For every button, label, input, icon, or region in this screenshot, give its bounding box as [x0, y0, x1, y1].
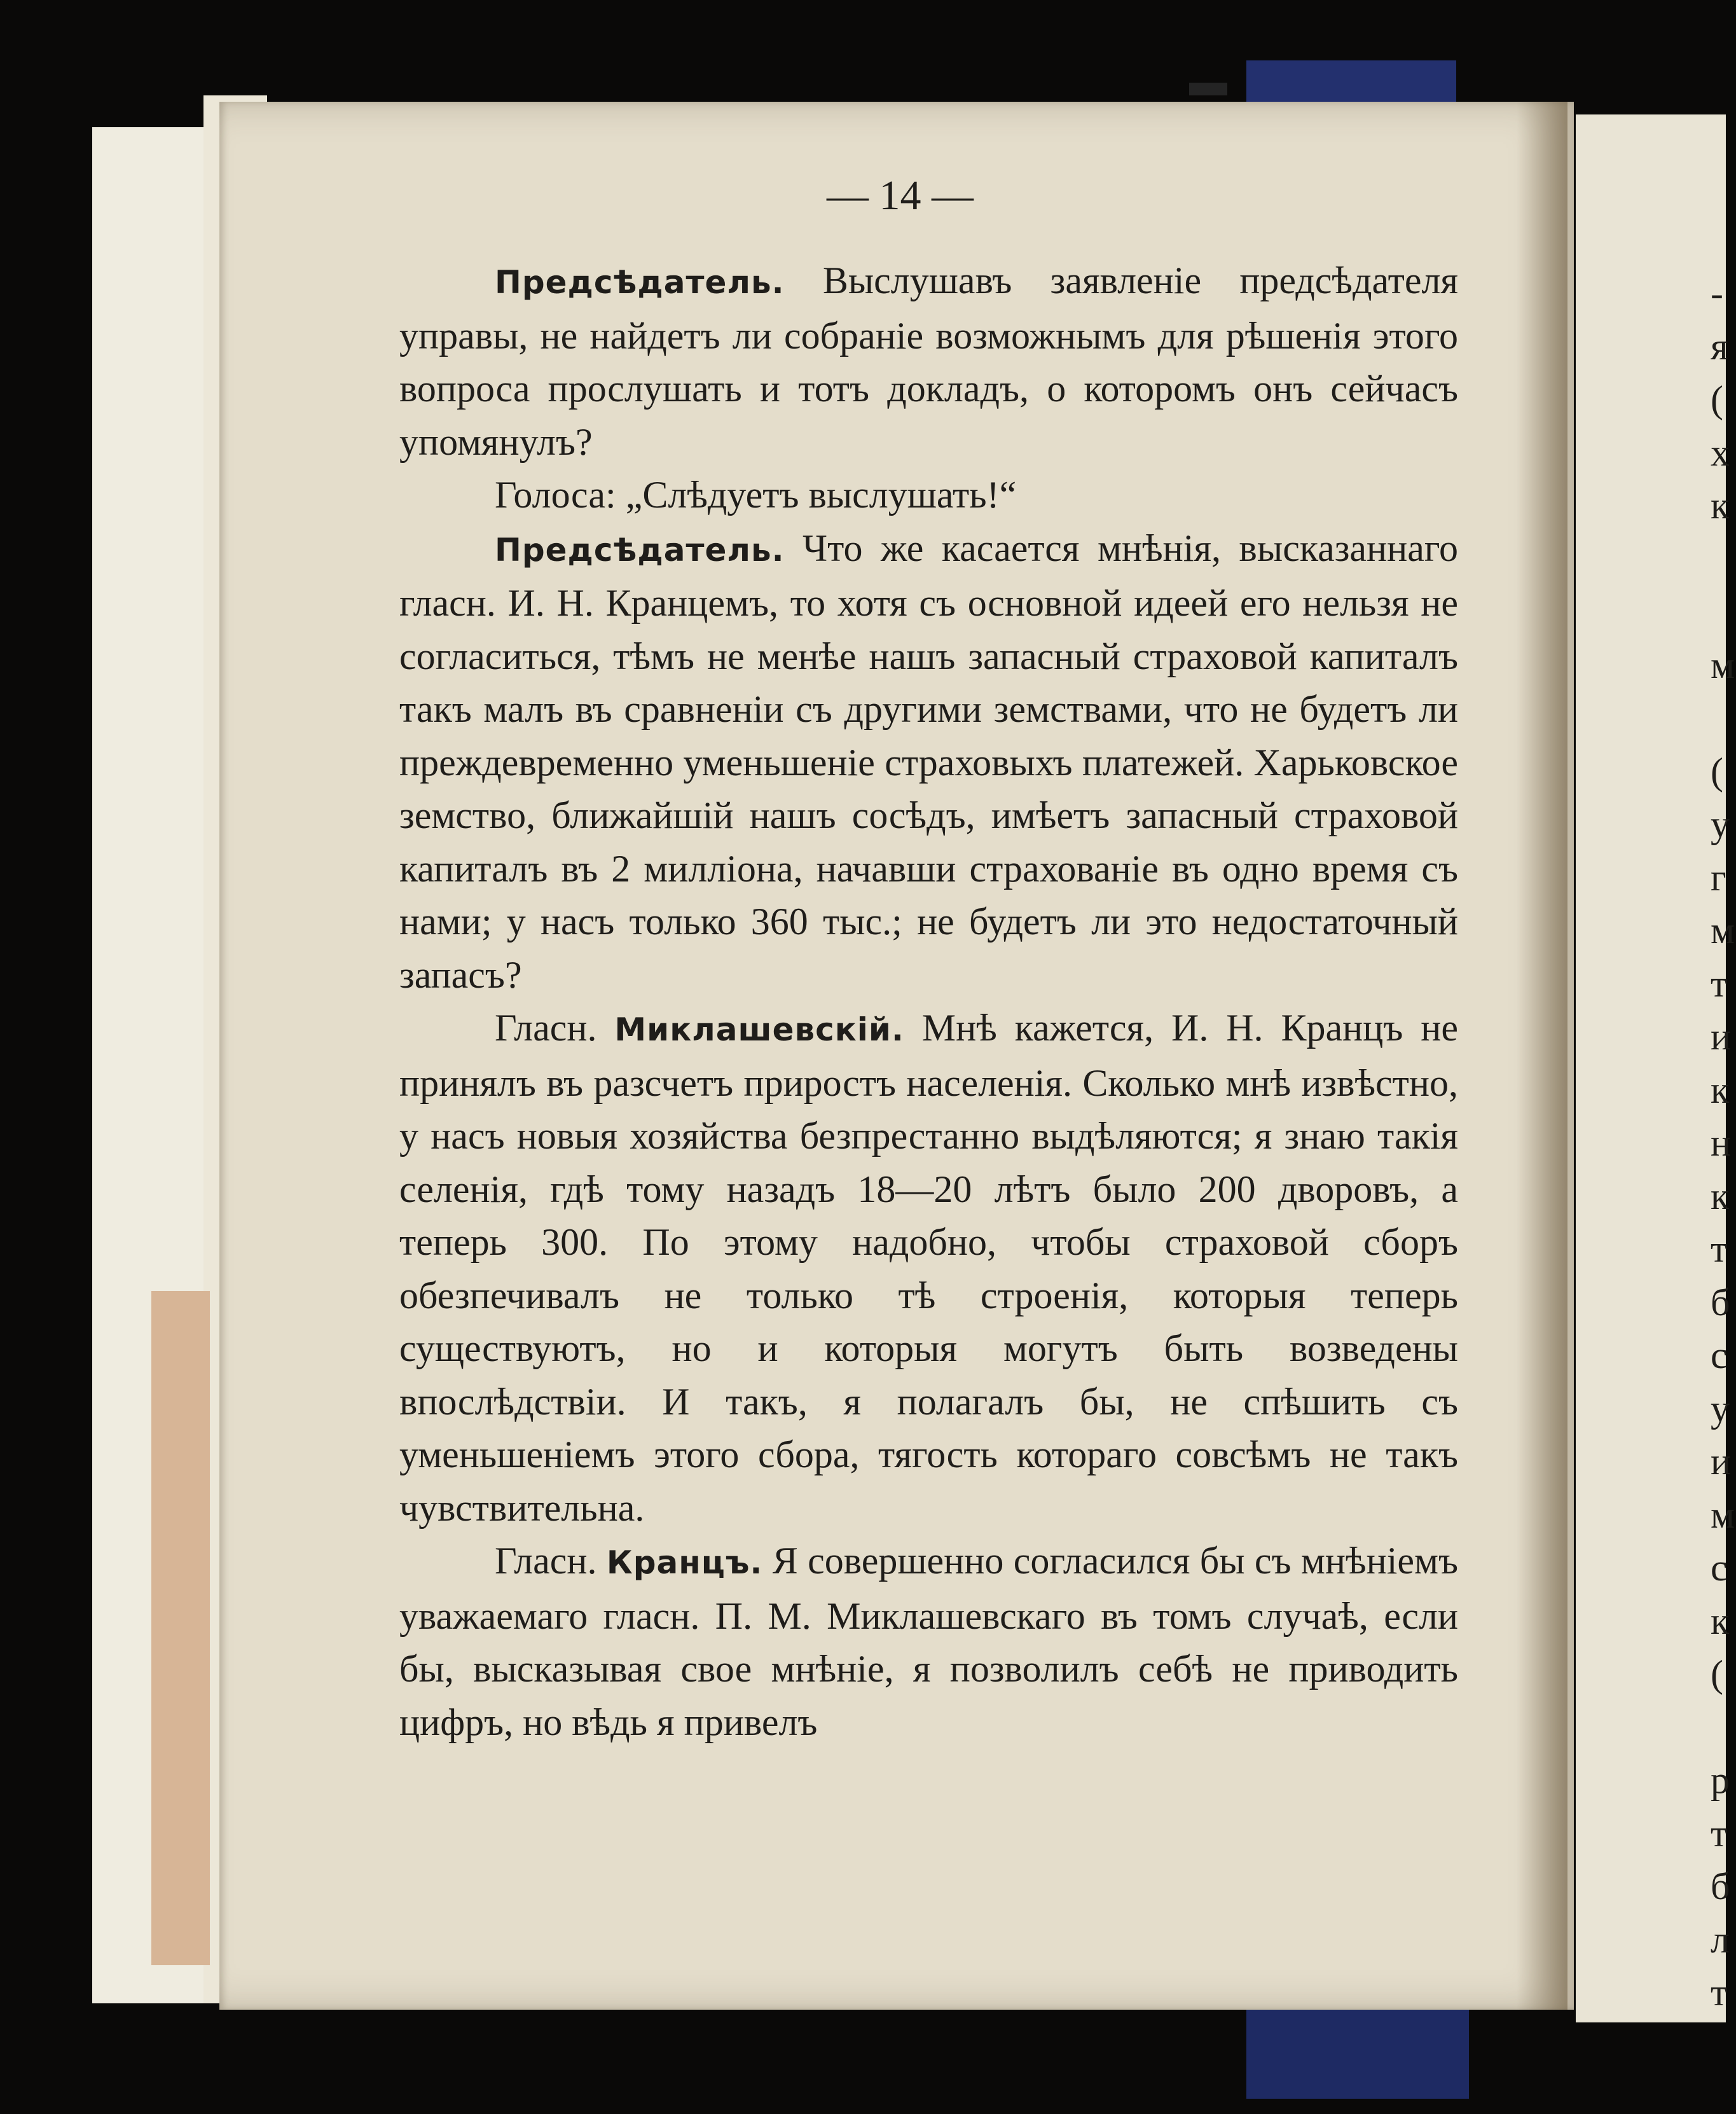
facing-page-letter: к: [1711, 1068, 1730, 1111]
paragraph-text: Я совершенно согласился бы съ мнѣніемъ уважаемаго гласн. П. М. Миклашевскаго въ томъ случаѣ, если бы, высказывая свое мнѣніе, я позволилъ себѣ не приводить цифръ, но вѣдь я привелъ: [399, 1540, 1458, 1743]
paragraph-text: Что же касается мнѣнія, высказаннаго гласн. И. Н. Кранцемъ, то хотя съ основной идеей его нельзя не согласиться, тѣмъ не менѣе нашъ запасный страховой капиталъ такъ малъ въ сравненіи съ другими земствами, что не будетъ ли преждевременно уменьшеніе страховыхъ платежей. Харьковское земство, ближайшій нашъ сосѣдъ, имѣетъ запасный страховой капиталъ въ 2 милліона, начавши страхованіе въ одно время съ нами; у насъ только 360 тыс.; не будетъ ли это недостаточный запасъ?: [399, 527, 1458, 996]
paragraph: [399, 254, 1458, 469]
page-gutter: [1517, 102, 1567, 2010]
facing-page-letter: т: [1711, 1812, 1728, 1855]
speaker-name: Предсѣдатель.: [495, 264, 785, 301]
paragraph: [399, 1535, 1458, 1749]
facing-page-letter: и: [1711, 1440, 1732, 1482]
paragraph: [399, 522, 1458, 1002]
speaker-name: Миклашевскій.: [614, 1011, 904, 1048]
facing-page: [1576, 114, 1726, 2022]
binding-mark: [1189, 83, 1227, 95]
paragraph-text: Мнѣ кажется, И. Н. Кранцъ не принялъ въ разсчетъ приростъ населенія. Сколько мнѣ извѣстно, у насъ новыя хозяйства безпрестанно выдѣляются; я знаю такія селенія, гдѣ тому назадъ 18—20 лѣтъ было 200 дворовъ, а теперь 300. По этому надобно, чтобы страховой сборъ обезпечивалъ не только тѣ строенія, которыя теперь существуютъ, но и которыя могутъ быть возведены впослѣдствіи. И такъ, я полагалъ бы, не спѣшить съ уменьшеніемъ этого сбора, тягость котораго совсѣмъ не такъ чувствительна.: [399, 1007, 1458, 1529]
facing-page-letter: (: [1711, 1653, 1723, 1695]
facing-page-letter: (: [1711, 378, 1723, 420]
book-cover-edge-bottom: [1246, 2003, 1469, 2099]
facing-page-letter: м: [1711, 909, 1735, 951]
paragraph: [399, 1002, 1458, 1535]
facing-page-letter: у: [1711, 803, 1730, 845]
speaker-name: Предсѣдатель.: [495, 531, 785, 569]
facing-page-letter: с: [1711, 1547, 1728, 1589]
paper-strip: [151, 1291, 210, 1965]
facing-page-letter: м: [1711, 644, 1735, 686]
facing-page-letter: л: [1711, 1918, 1730, 1961]
facing-page-letter: -: [1711, 272, 1723, 314]
facing-page-letter: т: [1711, 1972, 1728, 2014]
facing-page-letter: [1711, 533, 1736, 586]
facing-page-letter: б: [1711, 1281, 1730, 1323]
page-number: — 14 —: [827, 172, 974, 219]
facing-page-letter: г: [1711, 856, 1726, 899]
paragraph-text: Голоса: „Слѣдуетъ выслушать!“: [495, 474, 1017, 516]
facing-page-letter: у: [1711, 1387, 1730, 1430]
book-cover-edge-top: [1246, 60, 1456, 108]
facing-page-letter: [1711, 1701, 1736, 1755]
facing-page-letter: р: [1711, 1759, 1730, 1801]
paragraph: [399, 469, 1458, 522]
page-body: [399, 254, 1458, 1749]
facing-page-letter: с: [1711, 1334, 1728, 1376]
facing-page-letter: к: [1711, 1175, 1730, 1217]
facing-page-letter: к: [1711, 485, 1730, 527]
facing-page-letter: [1711, 586, 1736, 639]
facing-page-letter: я: [1711, 325, 1728, 368]
facing-page-letter: и: [1711, 1016, 1732, 1058]
facing-page-letter: (: [1711, 750, 1723, 792]
paragraph-text: Выслушавъ заявленіе предсѣдателя управы, не найдетъ ли собраніе возможнымъ для рѣшенія этого вопроса прослушать и тотъ докладъ, о которомъ онъ сейчасъ упомянулъ?: [399, 259, 1458, 463]
speaker-prefix: Гласн.: [495, 1007, 615, 1049]
facing-page-letter: [1711, 692, 1736, 745]
facing-page-letter: б: [1711, 1865, 1730, 1907]
facing-page-text: [1711, 267, 1736, 2020]
speaker-prefix: Гласн.: [495, 1540, 607, 1582]
facing-page-letter: х: [1711, 431, 1730, 474]
facing-page-letter: т: [1711, 1228, 1728, 1270]
facing-page-letter: м: [1711, 1493, 1735, 1536]
facing-page-letter: н: [1711, 1122, 1732, 1164]
speaker-name: Кранцъ.: [606, 1544, 763, 1581]
facing-page-letter: т: [1711, 962, 1728, 1005]
facing-page-letter: к: [1711, 1599, 1730, 1642]
